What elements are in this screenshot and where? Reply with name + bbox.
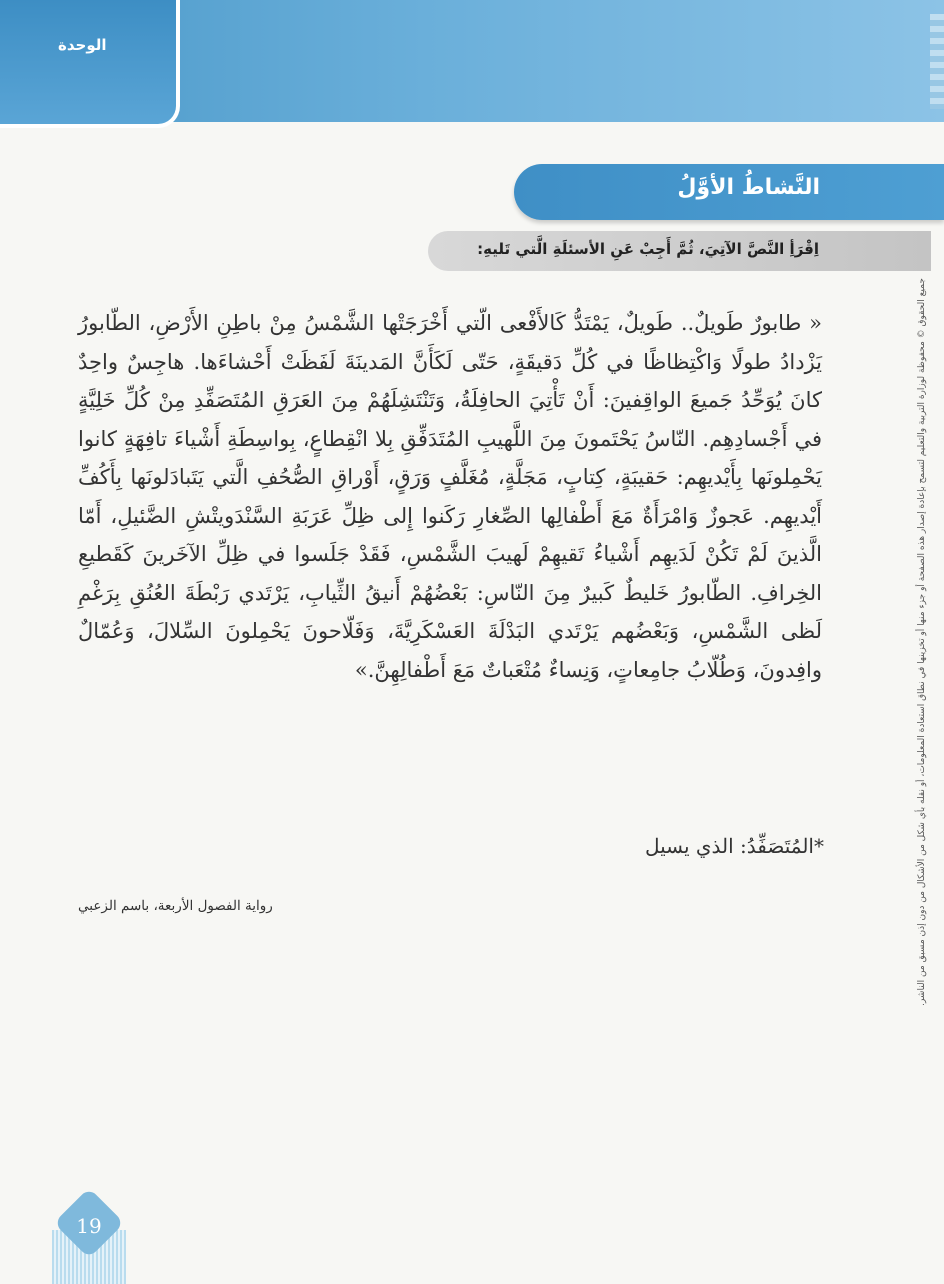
page-number: 19 bbox=[76, 1214, 102, 1238]
passage-source: رواية الفصول الأربعة، باسم الزعبي bbox=[78, 898, 273, 914]
activity-title: النَّشاطُ الأوَّلُ bbox=[677, 175, 820, 200]
reading-passage bbox=[78, 304, 822, 689]
vocabulary-gloss: *المُتَصَفِّدُ: الذي يسيل bbox=[644, 834, 824, 858]
activity-title-banner bbox=[514, 164, 944, 220]
unit-tab bbox=[0, 0, 180, 128]
page-number-badge bbox=[52, 1196, 126, 1284]
instruction-bar bbox=[428, 231, 931, 271]
header-stripe-decoration bbox=[930, 14, 944, 109]
copyright-notice: جميع الحقوق © محفوظة لوزارة التربية والتعليم لتسمح بإعادة إصدار هذه الصفحة أو جزء منها أو تخزينها في نطاق استعادة المعلومات، أو نقله بأي شكل من الأشكال من دون إذن مسبق من الناشر. bbox=[917, 278, 927, 1006]
unit-label: الوحدة bbox=[58, 36, 107, 54]
instruction-text: اِقْرَأِ النَّصَّ الآتِيَ، ثُمَّ أَجِبْ عَنِ الأسئلَةِ الَّتي تَليهِ: bbox=[477, 240, 819, 258]
passage-text: « طابورٌ طَويلٌ.. طَويلٌ، يَمْتَدُّ كَالأَفْعى الّتي أَخْرَجَتْها الشَّمْسُ مِنْ باطِنِ الأَرْضِ، الطّابورُ يَزْدادُ طولًا وَاكْتِظاظًا في كُلِّ دَقيقَةٍ، حَتّى لَكَأَنَّ المَدينَةَ لَفَظَتْ أَحْشاءَها. هاجِسٌ واحِدٌ كانَ يُوَحِّدُ جَميعَ الواقِفينَ: أَنْ تَأْتِيَ الحافِلَةُ، وَتَنْتَشِلَهُمْ مِنَ العَرَقِ المُتَصَفِّدِ مِنْ كُلِّ خَلِيَّةٍ في أَجْسادِهِم. النّاسُ يَحْتَمونَ مِنَ اللَّهيبِ المُتَدَفِّقِ بِلا انْقِطاعٍ، بِواسِطَةِ أَشْياءَ تافِهَةٍ كانوا يَحْمِلونَها بِأَيْديهِم: حَقيبَةٍ، كِتابٍ، مَجَلَّةٍ، مُغَلَّفٍ وَرَقٍ، أَوْراقِ الصُّحُفِ الَّتي يَتَبادَلونَها بِأَكُفِّ أَيْديهِم. عَجوزٌ وَامْرَأَةٌ مَعَ أَطْفالِها الصِّغارِ رَكَنوا إِلى ظِلِّ عَرَبَةِ السَّنْدَويتْشِ الضَّئيلِ، أَمّا الَّذينَ لَمْ تَكُنْ لَدَيهِم أَشْياءُ تَقيهِمْ لَهيبَ الشَّمْسِ، فَقَدْ جَلَسوا في ظِلِّ الآخَرينَ كَقَطيعِ الخِرافِ. الطّابورُ خَليطٌ كَبيرٌ مِنَ النّاسِ: بَعْضُهُمْ أَنيقُ الثِّيابِ، يَرْتَدي رَبْطَةَ العُنُقِ بِرَغْمِ لَظى الشَّمْسِ، وَبَعْضُهم يَرْتَدي البَدْلَةَ العَسْكَرِيَّةَ، وَفَلّاحونَ يَحْمِلونَ السِّلالَ، وَعُمّالٌ وافِدونَ، وَطُلّابُ جامِعاتٍ، وَنِساءٌ مُتْعَباتٌ مَعَ أَطْفالِهِنَّ.» bbox=[78, 311, 822, 682]
